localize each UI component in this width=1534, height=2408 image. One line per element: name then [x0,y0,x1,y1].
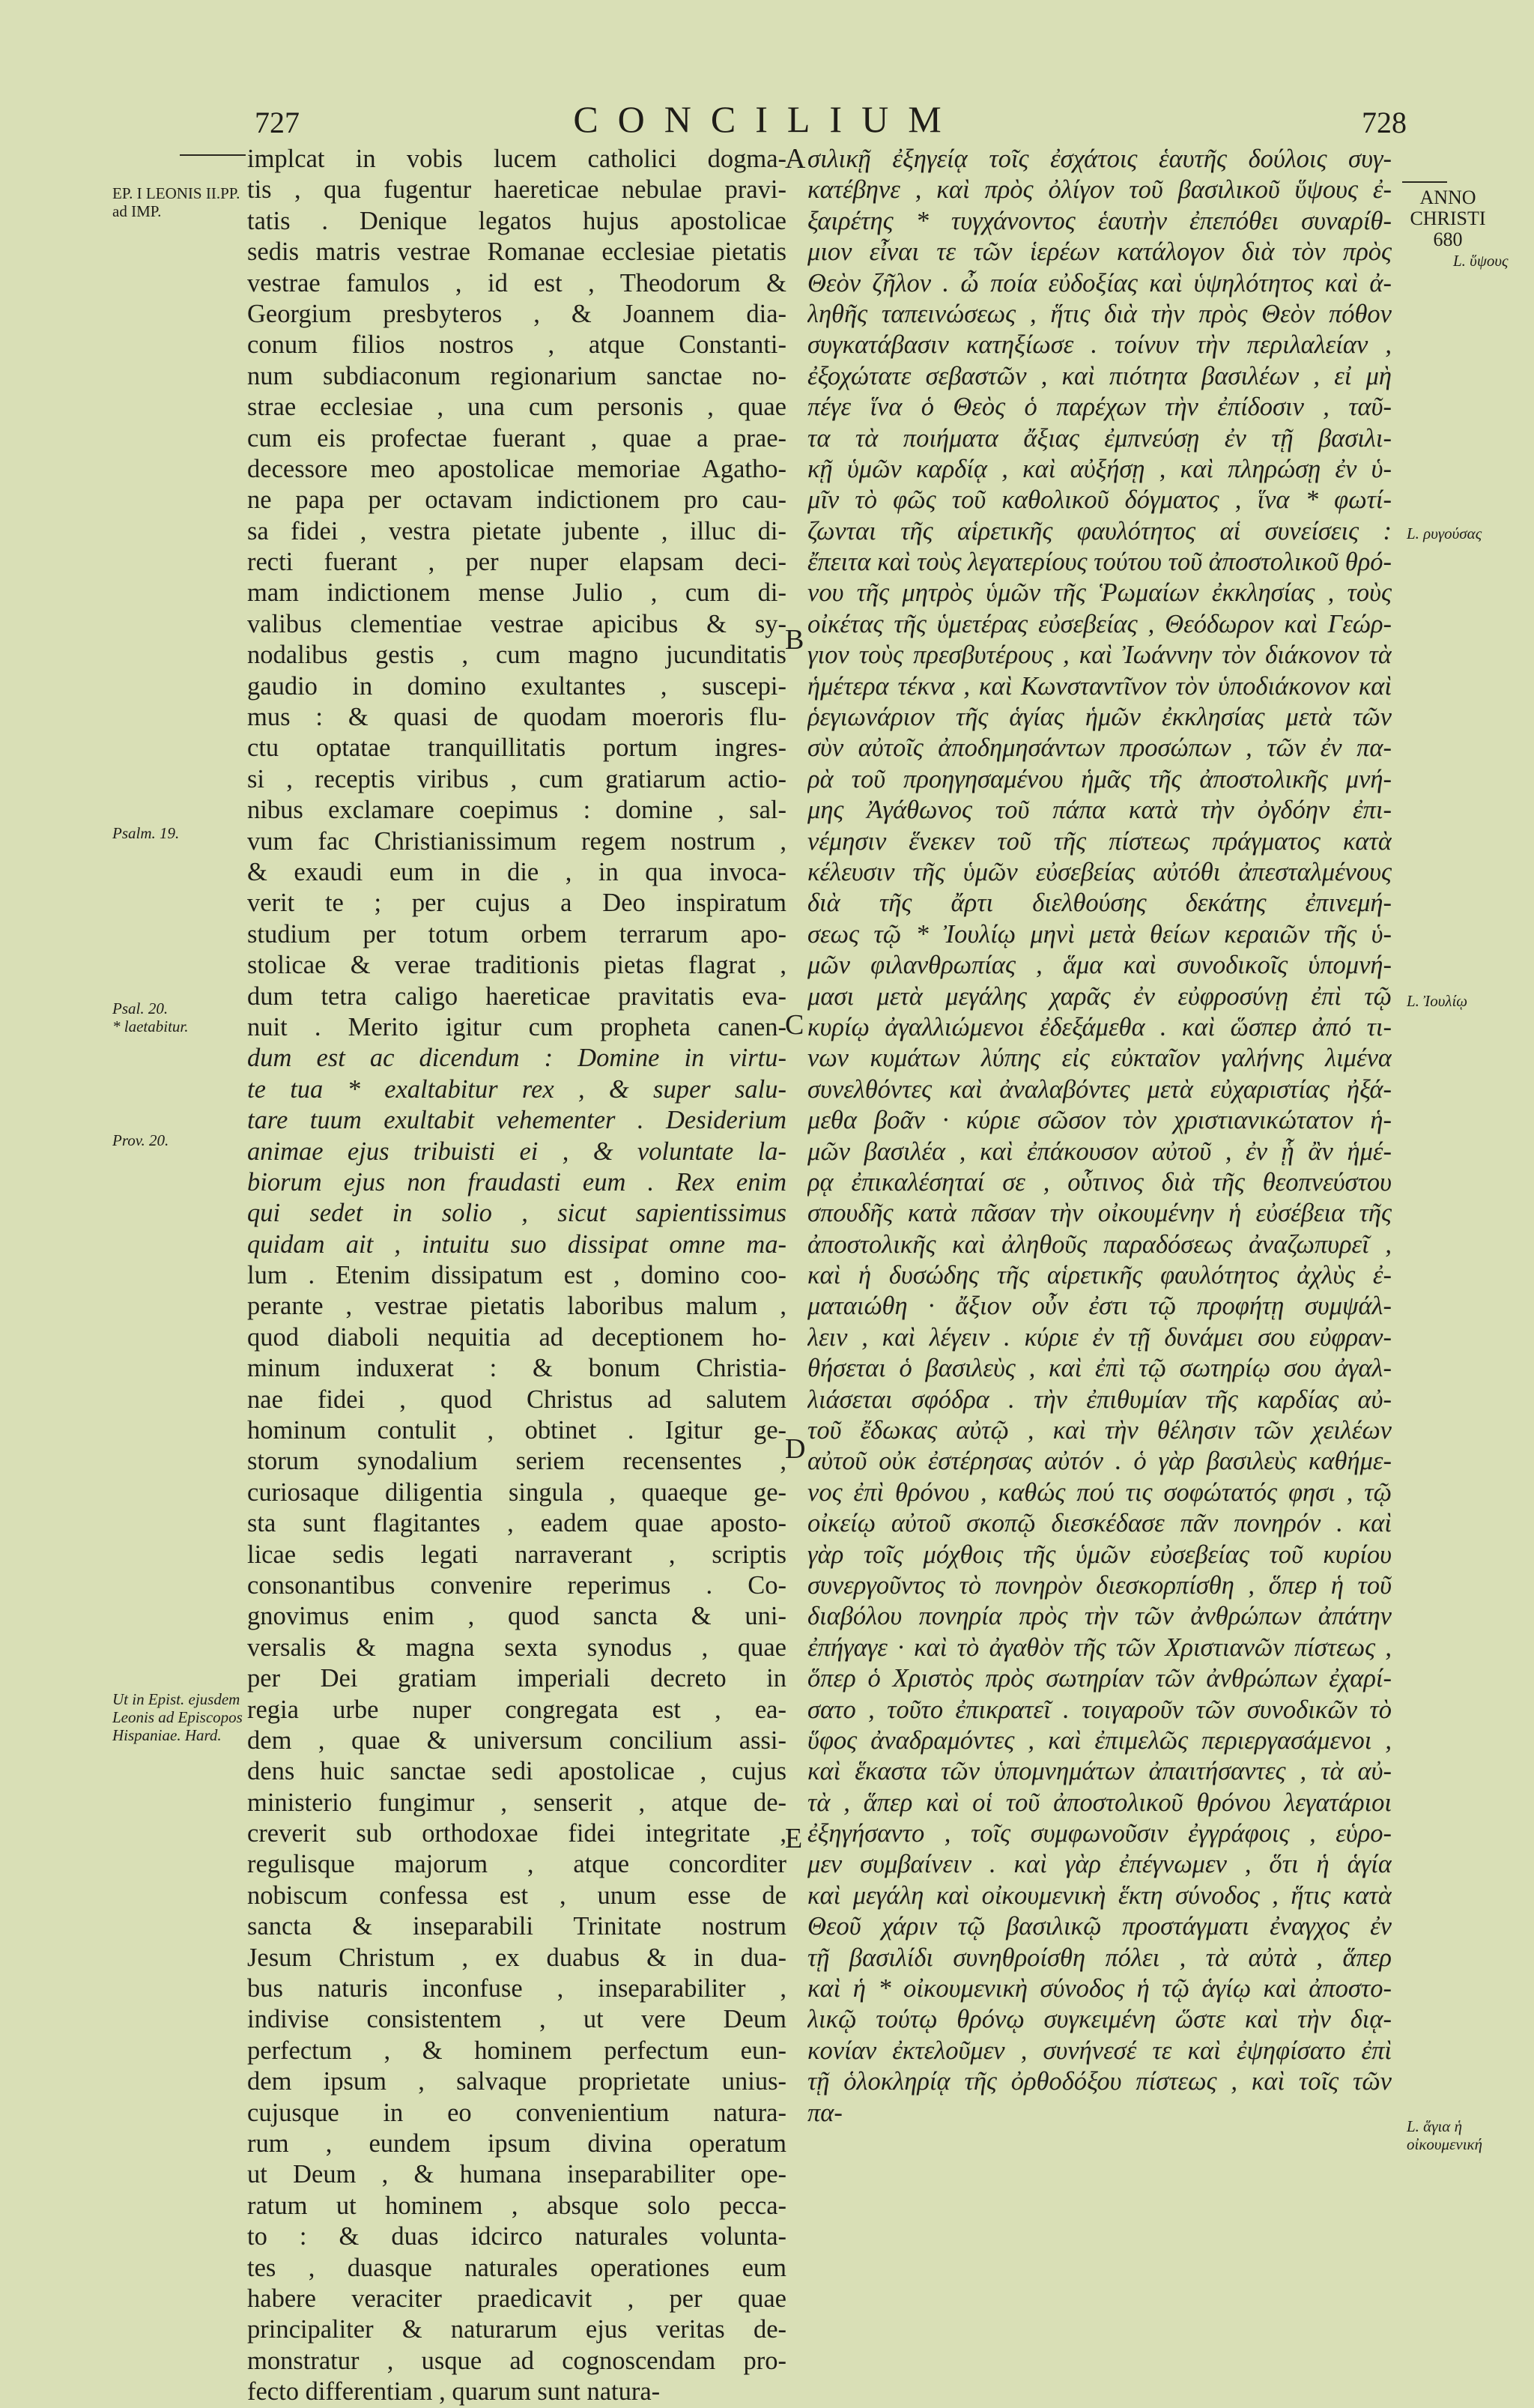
latin-text-line: recti fuerant , per nuper elapsam deci- [247,548,786,577]
latin-text-line: dum est ac dicendum : Domine in virtu- [247,1044,786,1073]
section-letter-c: C [785,1009,804,1041]
margin-note-proverbs-20: Prov. 20. [112,1131,169,1149]
latin-text-line: quod diaboli nequitia ad deceptionem ho- [247,1322,786,1352]
greek-text-line: ζωνται τῆς αἱρετικῆς φαυλότητος αἱ συνείσεις : [807,516,1392,545]
greek-text-line: ρὰ τοῦ προηγησαμένου ἡμᾶς τῆς ἀποστολικῆς μνή- [807,764,1392,793]
margin-note-psalm-19: Psalm. 19. [112,824,180,842]
latin-text-line: gaudio in domino exultantes , suscepi- [247,671,786,701]
latin-text-line: num subdiaconum regionarium sanctae no- [247,361,786,390]
latin-text-line: qui sedet in solio , sicut sapientissimus [247,1199,786,1228]
greek-text-line: καὶ ἕκαστα τῶν ὑπομνημάτων ἀπαιτήσαντες , τὰ αὐ- [807,1757,1392,1786]
latin-text-line: rum , eundem ipsum divina operatum [247,2129,786,2158]
latin-text-line: bus naturis inconfuse , inseparabiliter , [247,1974,786,2003]
latin-text-line: vum fac Christianissimum regem nostrum , [247,826,786,856]
greek-text-line: μῖν τὸ φῶς τοῦ καθολικοῦ δόγματος , ἵνα * φωτί- [807,485,1392,515]
greek-text-line: ξαιρέτης * τυγχάνοντος ἑαυτὴν ἐπεπόθει συναρίθ- [807,206,1392,235]
latin-text-line: mam indictionem mense Julio , cum di- [247,578,786,608]
greek-text-line: κυρίῳ ἀγαλλιώμενοι ἐδεξάμεθα . καὶ ὥσπερ ἀπό τι- [807,1012,1392,1041]
greek-text-line: κονίαν ἐκτελοῦμεν , συνήνεσέ τε καὶ ἐψηφίσατο ἐπὶ [807,2036,1392,2065]
latin-text-line: si , receptis viribus , cum gratiarum actio- [247,764,786,793]
latin-text-line: Georgium presbyteros , & Joannem dia- [247,299,786,328]
margin-rule-right [1402,181,1447,183]
latin-text-line: sta sunt flagitantes , eadem quae aposto- [247,1509,786,1538]
latin-text-line: tis , qua fugentur haereticae nebulae pravi- [247,175,786,205]
latin-text-line: strae ecclesiae , una cum personis , quae [247,393,786,422]
greek-text-line: νέμησιν ἕνεκεν τοῦ τῆς πίστεως πράγματος κατὰ [807,826,1392,856]
greek-text-line: σεως τῷ * Ἰουλίῳ μηνὶ μετὰ θείων κεραιῶν τῆς ὑ- [807,919,1392,949]
margin-note-variant-3: L. Ἰουλίῳ [1407,992,1468,1010]
latin-text-line: to : & duas idcirco naturales volunta- [247,2222,786,2251]
greek-text-line: τα τὰ ποιήματα ἄξιας ἐμπνεύσῃ ἐν τῇ βασιλι- [807,423,1392,453]
greek-text-line: οἰκέτας τῆς ὑμετέρας εὐσεβείας , Θεόδωρον καὶ Γεώρ- [807,609,1392,638]
greek-text-line: πέγε ἵνα ὁ Θεὸς ὁ παρέχων τὴν ἐπίδοσιν , ταῦ- [807,393,1392,422]
latin-text-line: ut Deum , & humana inseparabiliter ope- [247,2160,786,2189]
latin-text-line: tare tuum exultabit vehementer . Desiderium [247,1106,786,1135]
latin-text-line: studium per totum orbem terrarum apo- [247,919,786,949]
latin-text-line: dum tetra caligo haereticae pravitatis eva- [247,981,786,1011]
latin-text-line: indivise consistentem , ut vere Deum [247,2005,786,2034]
greek-text-line: σιλικῇ ἐξηγείᾳ τοῖς ἐσχάτοις ἑαυτῆς δούλοις συγ- [807,145,1392,173]
latin-text-line: dem , quae & universum concilium assi- [247,1725,786,1755]
latin-text-line: lum . Etenim dissipatum est , domino coo- [247,1261,786,1290]
greek-text-line: θήσεται ὁ βασιλεὺς , καὶ ἐπὶ τῷ σωτηρίῳ σου ἀγαλ- [807,1354,1392,1383]
margin-note-variant-1: L. ὕψους [1453,252,1509,270]
margin-note-psalm-20: Psal. 20. [112,999,169,1017]
greek-text-line: ἐξοχώτατε σεβαστῶν , καὶ πιότητα βασιλέων , εἰ μὴ [807,361,1392,390]
latin-text-line: quidam ait , intuitu suo dissipat omne ma- [247,1229,786,1259]
latin-text-line: & exaudi eum in die , in qua invoca- [247,857,786,886]
latin-text-column [247,144,786,2408]
greek-text-line: ἔπειτα καὶ τοὺς λεγατερίους τούτου τοῦ ἀποστολικοῦ θρό- [807,548,1392,577]
greek-text-line: ἡμέτερα τέκνα , καὶ Κωνσταντῖνον τὸν ὑποδιάκονον καὶ [807,671,1392,701]
greek-text-line: αὐτοῦ οὐκ ἐστέρησας αὐτόν . ὁ γὰρ βασιλεὺς καθήμε- [807,1447,1392,1476]
latin-text-line: verit te ; per cujus a Deo inspiratum [247,889,786,918]
margin-note-anno-christi: ANNO CHRISTI 680 [1410,187,1486,250]
greek-text-line: ρᾳ ἐπικαλέσηταί σε , οὗτινος διὰ τῆς θεοπνεύστου [807,1167,1392,1197]
greek-text-line: λιάσεται σφόδρα . τὴν ἐπιθυμίαν τῆς καρδίας αὐ- [807,1385,1392,1414]
latin-text-line: perfectum , & hominem perfectum eun- [247,2036,786,2065]
latin-text-line: storum synodalium seriem recensentes , [247,1447,786,1476]
latin-text-line: regulisque majorum , atque concorditer [247,1850,786,1879]
latin-text-line: cum eis profectae fuerant , quae a prae- [247,423,786,453]
greek-text-line: νων κυμάτων λύπης εἰς εὐκταῖον γαλήνης λιμένα [807,1044,1392,1073]
latin-text-line: tatis . Denique legatos hujus apostolicae [247,206,786,235]
latin-text-line: decessore meo apostolicae memoriae Agatho- [247,454,786,483]
latin-text-line: valibus clementiae vestrae apicibus & sy- [247,609,786,638]
greek-text-line: μῶν βασιλέα , καὶ ἐπάκουσον αὐτοῦ , ἐν ᾗ ἂν ἡμέ- [807,1137,1392,1166]
greek-text-line: διὰ τῆς ἄρτι διελθούσης δεκάτης ἐπινεμή- [807,889,1392,918]
margin-note-epistle: EP. I LEONIS II.PP. ad IMP. [112,184,240,220]
greek-text-line: νου τῆς μητρὸς ὑμῶν τῆς Ῥωμαίων ἐκκλησίας , τοὺς [807,578,1392,608]
latin-text-line: stolicae & verae traditionis pietas flagrat , [247,951,786,980]
greek-text-line: ματαιώθη · ἄξιον οὖν ἐστι τῷ προφήτῃ συμψάλ- [807,1292,1392,1321]
greek-text-line: ἐπήγαγε · καὶ τὸ ἀγαθὸν τῆς τῶν Χριστιανῶν πίστεως , [807,1633,1392,1662]
greek-text-line: διαβόλου πονηρία πρὸς τὴν τῶν ἀνθρώπων ἀπάτην [807,1602,1392,1631]
greek-text-line: ἀποστολικῆς καὶ ἀληθοῦς παραδόσεως ἀναζωπυρεῖ , [807,1229,1392,1259]
greek-text-line: συγκατάβασιν κατηξίωσε . τοίνυν τὴν περιλαλείαν , [807,330,1392,360]
running-title: CONCILIUM [573,98,961,140]
greek-text-line: σὺν αὐτοῖς ἀποδημησάντων προσώπων , τῶν ἐν πα- [807,733,1392,763]
greek-text-line: καὶ ἡ * οἰκουμενικὴ σύνοδος ἡ τῷ ἁγίῳ καὶ ἀποστο- [807,1974,1392,2003]
greek-text-line: μασι μετὰ μεγάλης χαρᾶς ἐν εὐφροσύνῃ ἐπὶ τῷ [807,981,1392,1011]
greek-text-line: ληθῆς ταπεινώσεως , ἥτις διὰ τὴν πρὸς Θεὸν πόθον [807,299,1392,328]
latin-text-line: per Dei gratiam imperiali decreto in [247,1664,786,1693]
greek-text-line: λικῷ τούτῳ θρόνῳ συγκειμένη ὥστε καὶ τὴν διᾳ- [807,2005,1392,2034]
latin-text-line: gnovimus enim , quod sancta & uni- [247,1602,786,1631]
greek-text-line: κέλευσιν τῆς ὑμῶν εὐσεβείας αὐτόθι ἀπεσταλμένους [807,857,1392,886]
latin-text-line: nibus exclamare coepimus : domine , sal- [247,796,786,825]
page-number-left: 727 [255,106,300,139]
page-number-right: 728 [1362,106,1407,139]
latin-text-line: nobiscum confessa est , unum esse de [247,1881,786,1910]
latin-text-line: sedis matris vestrae Romanae ecclesiae pietatis [247,238,786,267]
latin-text-line: minum induxerat : & bonum Christia- [247,1354,786,1383]
latin-text-line: sancta & inseparabili Trinitate nostrum [247,1912,786,1941]
latin-text-line: hominum contulit , obtinet . Igitur ge- [247,1416,786,1445]
greek-text-line: σατο , τοῦτο ἐπικρατεῖ . τοιγαροῦν τῶν συνοδικῶν τὸ [807,1695,1392,1724]
latin-text-line: dem ipsum , salvaque proprietate unius- [247,2067,786,2096]
margin-note-hardouin: Ut in Epist. ejusdem Leonis ad Episcopos Hispaniae. Hard. [112,1690,243,1744]
section-letter-b: B [785,624,804,656]
greek-text-line: οἰκείῳ αὐτοῦ σκοπῷ διεσκέδασε πᾶν πονηρόν . καὶ [807,1509,1392,1538]
latin-text-line: conum filios nostros , atque Constanti- [247,330,786,360]
latin-text-line: vestrae famulos , id est , Theodorum & [247,268,786,297]
latin-text-line: curiosaque diligentia singula , quaeque ge- [247,1477,786,1507]
latin-text-line: fecto differentiam , quarum sunt natura- [247,2377,661,2407]
greek-text-line: γιον τοὺς πρεσβυτέρους , καὶ Ἰωάννην τὸν διάκονον τὰ [807,641,1392,670]
latin-text-line: monstratur , usque ad cognoscendam pro- [247,2346,786,2375]
greek-text-line: τῇ ὁλοκληρίᾳ τῆς ὀρθοδόξου πίστεως , καὶ τοῖς τῶν [807,2067,1392,2096]
greek-text-line: νος ἐπὶ θρόνου , καθώς πού τις σοφώτατός φησι , τῷ [807,1477,1392,1507]
greek-text-line: μῶν φιλανθρωπίας , ἅμα καὶ συνοδικοῖς ὑπομνή- [807,951,1392,980]
greek-text-line: κατέβηνε , καὶ πρὸς ὀλίγον τοῦ βασιλικοῦ ὕψους ἐ- [807,175,1392,205]
greek-text-line: μεν συμβαίνειν . καὶ γὰρ ἐπέγνωμεν , ὅτι ἡ ἁγία [807,1850,1392,1879]
greek-text-line: κῇ ὑμῶν καρδίᾳ , καὶ αὐξήσῃ , καὶ πληρώσῃ ἐν ὑ- [807,454,1392,483]
greek-text-line: μης Ἀγάθωνος τοῦ πάπα κατὰ τὴν ὀγδόην ἐπι- [807,796,1392,825]
latin-text-line: ne papa per octavam indictionem pro cau- [247,485,786,515]
section-letter-e: E [785,1823,803,1854]
latin-text-line: habere veraciter praedicavit , per quae [247,2284,786,2313]
latin-text-line: biorum ejus non fraudasti eum . Rex enim [247,1167,786,1197]
latin-text-line: principaliter & naturarum ejus veritas de- [247,2315,786,2344]
greek-text-line: ῥεγιωνάριον τῆς ἁγίας ἡμῶν ἐκκλησίας μετὰ τῶν [807,703,1392,732]
latin-text-line: nae fidei , quod Christus ad salutem [247,1385,786,1414]
greek-text-line: συνεργοῦντος τὸ πονηρὸν διεσκορπίσθη , ὅπερ ἡ τοῦ [807,1570,1392,1600]
latin-text-line: ctu optatae tranquillitatis portum ingres- [247,733,786,763]
latin-text-line: perante , vestrae pietatis laboribus malum , [247,1292,786,1321]
section-letter-d: D [785,1433,806,1465]
greek-text-line: καὶ ἡ δυσώδης τῆς αἱρετικῆς φαυλότητος ἀχλὺς ἐ- [807,1261,1392,1290]
latin-text-line: cujusque in eo convenientium natura- [247,2098,786,2127]
greek-text-line: πα- [807,2098,843,2127]
latin-text-line: ratum ut hominem , absque solo pecca- [247,2191,786,2220]
latin-text-line: mus : & quasi de quodam moeroris flu- [247,703,786,732]
latin-text-line: creverit sub orthodoxae fidei integritate , [247,1819,786,1848]
greek-text-line: τῇ βασιλίδι συνηθροίσθη πόλει , τὰ αὐτὰ , ἅπερ [807,1943,1392,1972]
greek-text-line: συνελθόντες καὶ ἀναλαβόντες μετὰ εὐχαριστίας ἠξά- [807,1074,1392,1104]
latin-text-line: dens huic sanctae sedi apostolicae , cujus [247,1757,786,1786]
latin-text-line: animae ejus tribuisti ei , & voluntate la- [247,1137,786,1166]
latin-text-line: licae sedis legati narraverant , scriptis [247,1540,786,1569]
latin-text-line: Jesum Christum , ex duabus & in dua- [247,1943,786,1972]
greek-text-line: Θεοῦ χάριν τῷ βασιλικῷ προστάγματι ἐναγχος ἐν [807,1912,1392,1941]
margin-note-variant-2: L. ρυγούσας [1407,524,1482,542]
latin-text-line: tes , duasque naturales operationes eum [247,2253,786,2282]
latin-text-line: implcat in vobis lucem catholici dogma- [247,145,786,173]
greek-text-line: ὕφος ἀναδραμόντες , καὶ ἐπιμελῶς περιεργασάμενοι , [807,1725,1392,1755]
greek-text-line: καὶ μεγάλη καὶ οἰκουμενικὴ ἕκτη σύνοδος , ἥτις κατὰ [807,1881,1392,1910]
latin-text-line: consonantibus convenire reperimus . Co- [247,1570,786,1600]
greek-text-line: ἐξηγήσαντο , τοῖς συμφωνοῦσιν ἐγγράφοις , εὑρο- [807,1819,1392,1848]
margin-rule-left [180,154,246,156]
latin-text-line: versalis & magna sexta synodus , quae [247,1633,786,1662]
latin-text-line: regia urbe nuper congregata est , ea- [247,1695,786,1724]
greek-text-line: τὰ , ἅπερ καὶ οἱ τοῦ ἀποστολικοῦ θρόνου λεγατάριοι [807,1788,1392,1817]
greek-text-line: μιον εἶναι τε τῶν ἱερέων κατάλογον διὰ τὸν πρὸς [807,238,1392,267]
greek-text-line: σπουδῆς κατὰ πᾶσαν τὴν οἰκουμένην ἡ εὐσέβεια τῆς [807,1199,1392,1228]
margin-note-laetabitur: * laetabitur. [112,1017,189,1035]
latin-text-line: nuit . Merito igitur cum propheta canen- [247,1012,786,1041]
greek-text-line: γὰρ τοῖς μόχθοις τῆς ὑμῶν εὐσεβείας τοῦ κυρίου [807,1540,1392,1569]
greek-text-line: Θεὸν ζῆλον . ὦ ποία εὐδοξίας καὶ ὑψηλότητος καὶ ἀ- [807,268,1392,297]
latin-text-line: sa fidei , vestra pietate jubente , illuc di- [247,516,786,545]
greek-text-line: ὅπερ ὁ Χριστὸς πρὸς σωτηρίαν τῶν ἀνθρώπων ἐχαρί- [807,1664,1392,1693]
greek-text-column [807,144,1392,2129]
latin-text-line: nodalibus gestis , cum magno jucunditatis [247,641,786,670]
greek-text-line: τοῦ ἔδωκας αὐτῷ , καὶ τὴν θέλησιν τῶν χειλέων [807,1416,1392,1445]
latin-text-line: te tua * exaltabitur rex , & super salu- [247,1074,786,1104]
latin-text-line: ministerio fungimur , senserit , atque de- [247,1788,786,1817]
margin-note-variant-4: L. ἅγια ἡ οἰκουμενική [1407,2117,1483,2153]
greek-text-line: λειν , καὶ λέγειν . κύριε ἐν τῇ δυνάμει σου εὐφραν- [807,1322,1392,1352]
greek-text-line: μεθα βοᾶν · κύριε σῶσον τὸν χριστιανικώτατον ἡ- [807,1106,1392,1135]
section-letter-a: A [785,143,806,175]
